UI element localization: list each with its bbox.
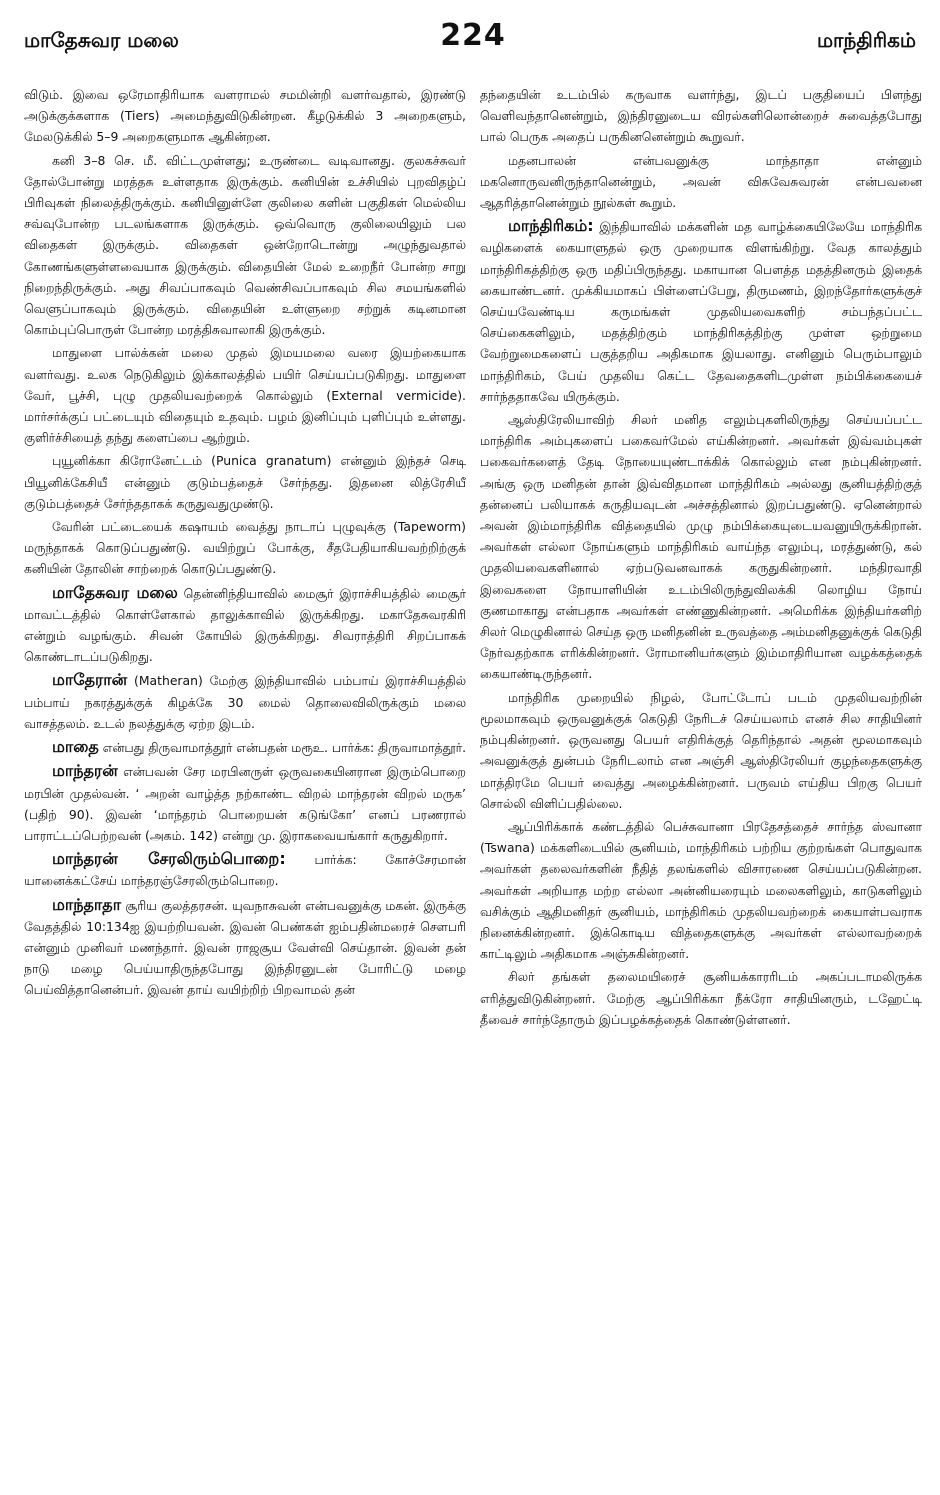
running-title-left: மாதேசுவர மலை — [24, 28, 179, 52]
encyclopedia-entry — [24, 669, 466, 734]
encyclopedia-entry — [480, 215, 922, 407]
entry-text: என்பது திருவாமாத்தூர் என்பதன் மரூஉ. பார்க்க: திருவாமாத்தூர். — [102, 740, 466, 756]
entry-headword: மாந்தரன் — [52, 761, 118, 781]
entry-text: இந்தியாவில் மக்களின் மத வாழ்க்கையிலேயே மாந்திரிக வழிகளைக் கையாளுதல் ஒரு முறையாக விளங்கிற்று. வேத காலத்தும் மாந்திரிகத்திற்கு ஒரு மதிப்பிருந்தது. மகாயான பௌத்த மதத்தினரும் இதைக் கையாண்டனர். முக்கியமாகப் பிள்ளைப்பேறு, திருமணம், இறந்தோர்களுக்குச் செய்யவேண்டிய கருமங்கள் முதலியவைகளிற் சம்பந்தப்பட்ட செய்கைகளிலும், மதத்திற்கும் மாந்திரிகத்திற்கு முள்ள ஒற்றுமை வேற்றுமைகளைப் பகுத்தறிய அதிகமாக இயலாது. எனினும் பெரும்பாலும் மாந்திரிகம், பேய் முதலிய கெட்ட தேவதைகளிடமுள்ள நம்பிக்கையைச் சார்ந்ததாகவே யிருக்கும். — [480, 219, 922, 404]
entry-text: வேரின் பட்டையைக் கஷாயம் வைத்து நாடாப் புழுவுக்கு (Tapeworm) மருந்தாகக் கொடுப்பதுண்டு. வயிற்றுப் போக்கு, சீதபேதியாகியவற்றிற்குக் கனியின் தோலின் சாற்றைக் கொடுப்பதுண்டு. — [24, 519, 466, 577]
encyclopedia-entry — [24, 736, 466, 758]
entry-text: சூரிய குலத்தரசன். யுவநாசுவன் என்பவனுக்கு மகன். இருக்கு வேதத்தில் 10:134ஐ இயற்றியவன். இவன் பெண்கள் ஐம்பதின்மரைச் சௌபரி என்னும் முனிவர் மணந்தார். இவன் ராஜசூய வேள்வி செய்தான். இவன் தன் நாடு மழை பெய்யாதிருந்தபோது இந்திரனுடன் போரிட்டு மழை பெய்வித்தானென்பர். இவன் தாய் வயிற்றிற் பிறவாமல் தன் — [24, 897, 466, 998]
entry-text: மாந்திரிக முறையில் நிழல், போட்டோப் படம் முதலியவற்றின் மூலமாகவும் ஒருவனுக்குக் கெடுதி நேரிடச் செய்யலாம் எனச் சில சாதியினர் நம்புகின்றனர். ஒருவனது பெயர் எதிரிக்குத் தெரிந்தால் அதன் மூலமாகவும் அவனுக்குத் துன்பம் நேரிடலாம் என அஞ்சி ஆஸ்திரேலியர் குழந்தைகளுக்கு மாத்திரமே பெயர் வைத்து அழைக்கின்றனர். பருவம் எய்திய பிறகு பெயர் சொல்லி விளிப்பதில்லை. — [480, 689, 922, 811]
entry-text: கனி 3–8 செ. மீ. விட்டமுள்ளது; உருண்டை வடிவானது. குலகச்சுவர் தோல்போன்று மரத்தசு உள்ளதாக இருக்கும். கனியின் உச்சியில் புறவிதழ்ப் பிரிவுகள் நிலைத்திருக்கும். கனியினுள்ளே குலிலை களின் பகுதிகள் மெல்லிய சவ்வுபோன்ற படலங்களாக இருக்கும். ஒவ்வொரு குலிலையிலும் பல விதைகள் இருக்கும். விதைகள் ஒன்றோடொன்று அழுந்துவதால் கோணங்களுள்ளவையாக இருக்கும். விதையின் மேல் உறைநீர் போன்ற சாறு நிறைந்திருக்கும். அது சிவப்பாகவும் வெண்சிவப்பாகவும் சில சமயங்களில் வெளுப்பாகவும் இருக்கும். விதையின் உள்ளுறை சற்றுக் கடினமான கொம்புப்பொருள் போன்ற மரத்திசுவாலாகி இருக்கும். — [24, 152, 466, 338]
running-title-right: மாந்திரிகம் — [816, 28, 916, 52]
entry-text: பார்க்க: கோச்சேரமான் யானைக்கட்சேய் மாந்தரஞ்சேரலிரும்பொறை. — [24, 852, 466, 889]
paragraph — [480, 409, 922, 685]
entry-text: என்பவன் சேர மரபினருள் ஒருவகையினரான இரும்பொறை மரபின் முதல்வன். ‘ அறன் வாழ்த்த நற்காண்ட விறல் மாந்தரன் விறல் மருக’ (பதிற் 90). இவன் ‘மாந்தரம் பொறையன் கடுங்கோ’ எனப் பரணரால் பாராட்டப்பெற்றவன் (அகம். 142) என்று மு. இராகவையங்கார் கருதுகிறார். — [24, 764, 466, 843]
entry-headword: மாந்தரன் சேரலிரும்பொறை: — [52, 849, 286, 869]
encyclopedia-entry — [24, 760, 466, 846]
right-column — [480, 84, 922, 1485]
paragraph — [24, 342, 466, 448]
entry-text: விடும். இவை ஒரேமாதிரியாக வளராமல் சமமின்றி வளர்வதால், இரண்டு அடுக்குக்களாக (Tiers) அமைந்துவிடுகின்றன. கீழடுக்கில் 3 அறைகளும், மேலடுக்கில் 5–9 அறைகளுமாக ஆகின்றன. — [24, 87, 466, 145]
entry-text: சிலர் தங்கள் தலைமயிரைச் சூனியக்காரரிடம் அகப்படாமலிருக்க எரித்துவிடுகின்றனர். மேற்கு ஆப்பிரிக்கா நீக்ரோ சாதியினரும், டஹேட்டி தீவைச் சார்ந்தோரும் இப்பழக்கத்தைக் கொண்டுள்ளனர். — [480, 969, 922, 1027]
continued-paragraph — [480, 84, 922, 148]
encyclopedia-entry — [24, 894, 466, 1001]
paragraph — [480, 816, 922, 964]
entry-text: மதனபாலன் என்பவனுக்கு மாந்தாதா என்னும் மகனொருவனிருந்தானென்றும், அவன் விசுவேசுவரன் என்பவனை ஆதரித்தானென்றும் நூல்கள் கூறும். — [480, 152, 922, 211]
entry-text: புயூனிக்கா கிரோனேட்டம் (Punica granatum) என்னும் இந்தச் செடி பியூனிக்கேசியீ என்னும் குடும்பத்தைச் சேர்ந்தது. இதனை லித்ரேசியீ குடும்பத்தைச் சேர்ந்ததாகக் கருதுவதுமுண்டு. — [24, 453, 466, 511]
page-header — [24, 0, 922, 66]
entry-headword: மாதேரான் — [52, 670, 128, 690]
paragraph — [480, 687, 922, 814]
paragraph — [480, 150, 922, 214]
paragraph — [24, 450, 466, 514]
encyclopedia-entry — [24, 848, 466, 891]
entry-text: (Matheran) மேற்கு இந்தியாவில் பம்பாய் இராச்சியத்தில் பம்பாய் நகரத்துக்குக் கிழக்கே 30 மைல் தொலைவிலிருக்கும் மலை வாசத்தலம். உடல் நலத்துக்கு ஏற்ற இடம். — [24, 673, 466, 731]
entry-headword: மாதை — [52, 737, 99, 757]
entry-headword: மாந்தாதா — [52, 894, 122, 914]
left-column — [24, 84, 466, 1485]
encyclopedia-entry — [24, 582, 466, 668]
page-number: 224 — [440, 18, 506, 53]
entry-text: தென்னிந்தியாவில் மைசூர் இராச்சியத்தில் மைசூர் மாவட்டத்தில் கொள்ளேகால் தாலுக்காவில் இருக்கிறது. மகாதேசுவரகிரி என்றும் வழங்கும். சிவன் கோயில் இருக்கிறது. சிவராத்திரி சிறப்பாகக் கொண்டாடப்படுகிறது. — [24, 585, 466, 665]
entry-text: மாதுளை பால்க்கன் மலை முதல் இமயமலை வரை இயற்கையாக வளர்வது. உலக நெடுகிலும் இக்காலத்தில் பயிர் செய்யப்படுகிறது. மாதுளை வேர், பூச்சி, புழு முதலியவற்றைக் கொல்லும் (External vermicide). மார்சர்க்குப் பட்டையும் விதையும் உதவும். பழம் இனிப்பும் புளிப்பும் உள்ளது. குளிர்ச்சியைத் தந்து களைப்பை ஆற்றும். — [24, 345, 466, 446]
entry-headword: மாதேசுவர மலை — [52, 582, 178, 602]
continued-paragraph — [24, 84, 466, 148]
entry-headword: மாந்திரிகம்: — [508, 216, 594, 236]
paragraph — [24, 516, 466, 580]
paragraph — [480, 966, 922, 1030]
text-columns — [24, 84, 922, 1485]
entry-text: ஆப்பிரிக்காக் கண்டத்தில் பெச்சுவானா பிரதேசத்தைச் சார்ந்த ஸ்வானா (Tswana) மக்களிடையில் சூனியம், மாந்திரிகம் பற்றிய குற்றங்கள் பொதுவாக அவர்கள் தலைவர்களின் நீதித் தலங்களில் விசாரணை செய்யப்படுகின்றன. அவர்கள் அறியாத மற்ற எல்லா அன்னியரையும் மலைகளிலும், காடுகளிலும் வசிக்கும் ஆதிமனிதர் சூனியம், மாந்திரிகம் முதலியவற்றைக் கையாள்பவராக நினைக்கின்றனர். இக்கொடிய வித்தைகளுக்கு அவர்கள் எல்லாவற்றைக் காட்டிலும் அதிகமாக அஞ்சுகின்றனர். — [480, 818, 922, 962]
entry-text: ஆஸ்திரேலியாவிற் சிலர் மனித எலும்புகளிலிருந்து செய்யப்பட்ட மாந்திரிக அம்புகளைப் பகைவர்மேல் எய்கின்றனர். அவர்கள் இவ்வம்புகள் பகைவர்களைத் தேடி நோயையுண்டாக்கிக் கொல்லும் என நம்புகின்றனர். அங்கு ஒரு மனிதன் தான் இவ்விதமான மாந்திரிகம் அல்லது சூனியத்திற்குத் தன்னைப் பலியாகக் கருதியவுடன் அச்சத்தினால் இறப்பதுண்டு. ஏனென்றால் அவன் இம்மாந்திரிக வித்தையில் முழு நம்பிக்கையுடையவனுயிருக்கிறான். அவர்கள் எல்லா நோய்களும் மாந்திரிகம் வாய்ந்த எலும்பு, மரத்துண்டு, கல் முதலியவைகளினால் ஏற்படுவனவாகக் கருதுகின்றனர். மந்திரவாதி இவைகளை நோயாளியின் உடம்பிலிருந்துவிலக்கி லொழிய நோய் குணமாகாது என்பதாக அவர்கள் எண்ணுகின்றனர். அமெரிக்க இந்தியர்களிற் சிலர் மெழுகினால் செய்த ஒரு மனிதனின் உருவத்தை அம்மனிதனுக்குக் கெடுதி நேர்வதற்காக எரிக்கின்றனர். ரோமானியர்களும் இம்மாதிரியான வழக்கத்தைக் கையாண்டிருந்தனர். — [480, 412, 922, 682]
paragraph — [24, 150, 466, 341]
entry-text: தந்தையின் உடம்பில் கருவாக வளர்ந்து, இடப் பகுதியைப் பிளந்து வெளிவந்தானென்றும், இந்திரனுடைய விரல்களிலொன்றைச் சுவைத்தபோது பால் பெருக அதைப் பருகினனென்றும் கூறுவர். — [480, 87, 922, 145]
